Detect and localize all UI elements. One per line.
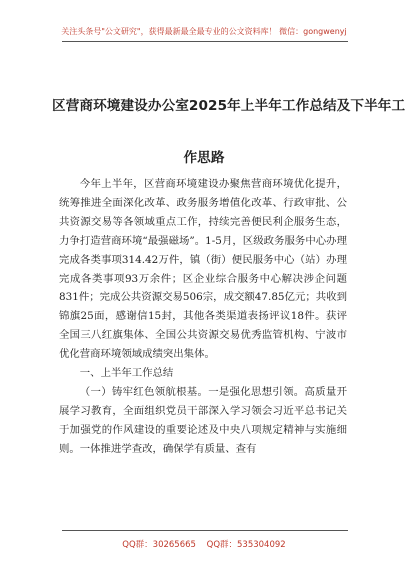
document-title-line-1: 区营商环境建设办公室2025年上半年工作总结及下半年工 — [52, 98, 406, 114]
section-heading: 一、上半年工作总结 — [79, 367, 174, 380]
header-divider — [62, 41, 348, 42]
document-title-line-2: 作思路 — [183, 150, 225, 166]
footer-contact — [0, 538, 408, 550]
footer-divider — [62, 530, 348, 531]
document-body — [59, 175, 347, 459]
footer-qq-group-1: QQ群：30265665 — [122, 540, 196, 550]
intro-paragraph: 今年上半年，区营商环境建设办聚焦营商环境优化提升，统筹推进全面深化改革、政务服务增值化改革、行政审批、公共资源交易等各领域重点工作，持续完善便民利企服务生态，力争打造营商环境“最强磁场”。1-5月，区级政务服务中心办理完成各类事项314.42万件，镇（街）便民服务中心（站）办理完成各类事项93万余件；区企业综合服务中心解决涉企问题831件；完成公共资源交易506宗，成交额47.85亿元；共收到锦旗25面，感谢信15封，其他各类渠道表扬评议18件。获评全国三八红旗集体、全国公共资源交易优秀监管机构、宁波市优化营商环境领域成绩突出集体。 — [59, 178, 347, 361]
document-title — [52, 80, 406, 184]
header-promo-text: 关注头条号"公文研究"，获得最新最全最专业的公文资料库！ 微信：gongwenyj — [61, 27, 347, 36]
footer-qq-group-2: QQ群：535304092 — [206, 540, 286, 550]
subsection-paragraph: （一）铸牢红色领航根基。一是强化思想引领。高质量开展学习教育，全面组织党员干部深入学习领会习近平总书记关于加强党的作风建设的重要论述及中央八项规定精神与实施细则。一体推进学查改，确保学有质量、查有 — [59, 385, 347, 455]
